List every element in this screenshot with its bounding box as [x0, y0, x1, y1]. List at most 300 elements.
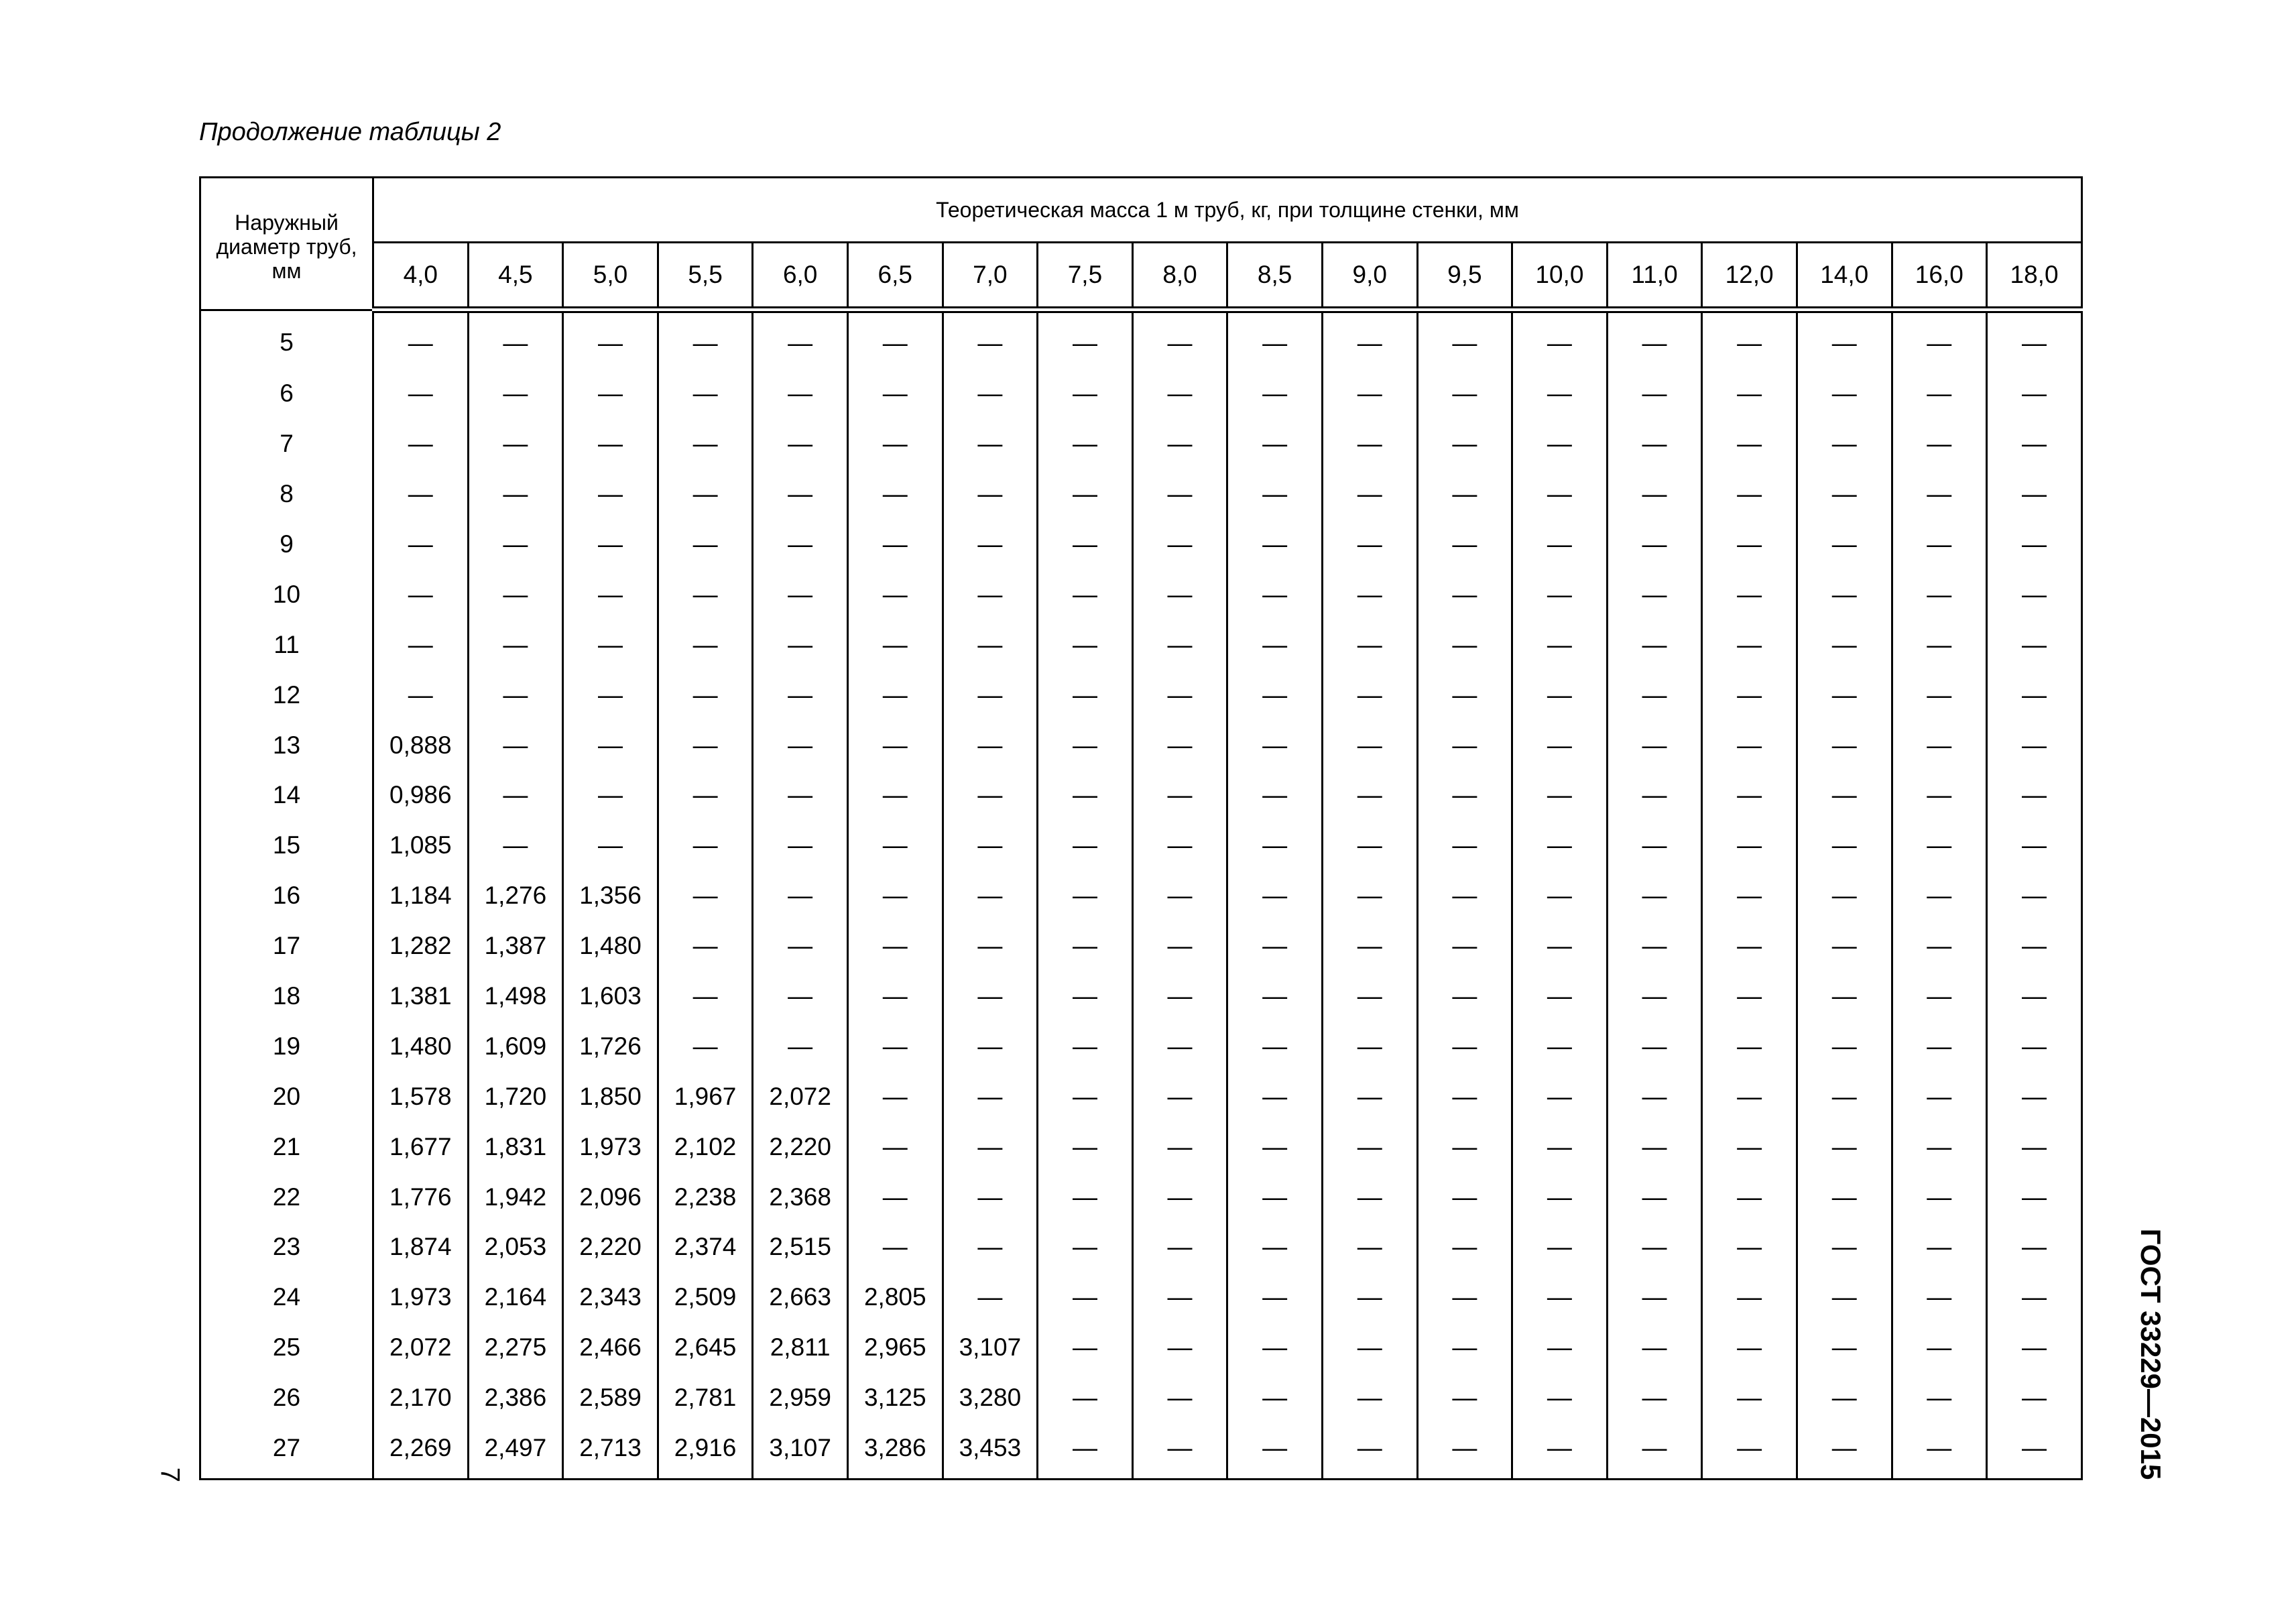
outer-diameter-cell: 11: [200, 619, 373, 670]
mass-cell: —: [1038, 520, 1133, 570]
mass-cell: —: [1227, 469, 1323, 520]
mass-cell: —: [1417, 569, 1512, 619]
pipe-mass-table: [199, 176, 2083, 1480]
mass-cell: —: [1132, 720, 1227, 770]
mass-cell: —: [1607, 921, 1702, 971]
mass-cell: —: [1797, 310, 1892, 369]
mass-cell: —: [943, 1172, 1038, 1222]
mass-cell: —: [943, 1222, 1038, 1272]
mass-cell: —: [1702, 520, 1797, 570]
mass-cell: —: [1038, 619, 1133, 670]
mass-cell: —: [943, 821, 1038, 871]
mass-cell: —: [1512, 569, 1608, 619]
table-row: [200, 619, 2082, 670]
mass-cell: —: [1607, 1172, 1702, 1222]
mass-cell: —: [468, 369, 563, 419]
mass-cell: —: [943, 1272, 1038, 1323]
mass-cell: —: [1987, 1021, 2082, 1071]
mass-cell: —: [1417, 1373, 1512, 1423]
outer-diameter-cell: 15: [200, 821, 373, 871]
mass-cell: —: [1512, 821, 1608, 871]
page-number: [153, 1458, 186, 1492]
wall-thickness-header: 14,0: [1797, 243, 1892, 310]
mass-cell: —: [847, 1122, 943, 1172]
mass-cell: —: [1797, 469, 1892, 520]
mass-cell: —: [1038, 569, 1133, 619]
mass-cell: —: [943, 1071, 1038, 1122]
mass-cell: —: [1892, 419, 1987, 469]
outer-diameter-cell: 10: [200, 569, 373, 619]
table-row: [200, 670, 2082, 720]
mass-cell: —: [373, 369, 469, 419]
mass-cell: —: [1512, 871, 1608, 921]
mass-cell: —: [1038, 971, 1133, 1022]
mass-cell: —: [1987, 310, 2082, 369]
mass-cell: —: [658, 821, 753, 871]
mass-cell: —: [753, 619, 848, 670]
mass-cell: —: [1702, 720, 1797, 770]
mass-cell: —: [1512, 1172, 1608, 1222]
mass-cell: —: [1322, 1172, 1417, 1222]
mass-cell: —: [1417, 770, 1512, 821]
mass-cell: —: [1512, 520, 1608, 570]
mass-cell: —: [753, 1021, 848, 1071]
mass-cell: —: [1417, 1272, 1512, 1323]
table-row: [200, 871, 2082, 921]
mass-cell: —: [1512, 619, 1608, 670]
mass-cell: —: [1892, 770, 1987, 821]
mass-cell: —: [468, 670, 563, 720]
mass-cell: —: [1892, 1373, 1987, 1423]
outer-diameter-cell: 18: [200, 971, 373, 1022]
mass-cell: —: [373, 520, 469, 570]
mass-cell: —: [1417, 821, 1512, 871]
mass-cell: —: [847, 520, 943, 570]
mass-cell: —: [563, 569, 658, 619]
mass-cell: —: [1038, 770, 1133, 821]
mass-cell: —: [1702, 1021, 1797, 1071]
mass-cell: —: [1512, 1122, 1608, 1172]
table-row: [200, 369, 2082, 419]
mass-cell: 2,096: [563, 1172, 658, 1222]
mass-cell: —: [658, 419, 753, 469]
mass-cell: —: [1322, 520, 1417, 570]
mass-cell: —: [1417, 871, 1512, 921]
standard-id-label: [2124, 1227, 2177, 1482]
mass-cell: —: [1987, 1122, 2082, 1172]
wall-thickness-header: 12,0: [1702, 243, 1797, 310]
mass-cell: —: [1797, 871, 1892, 921]
mass-cell: —: [563, 821, 658, 871]
outer-diameter-header: Наружный диаметр труб, мм: [200, 178, 373, 310]
mass-cell: 1,776: [373, 1172, 469, 1222]
table-row: [200, 469, 2082, 520]
mass-cell: —: [563, 670, 658, 720]
mass-cell: —: [1322, 770, 1417, 821]
mass-cell: —: [1322, 921, 1417, 971]
mass-cell: —: [1797, 1021, 1892, 1071]
mass-cell: —: [1987, 419, 2082, 469]
mass-cell: —: [1227, 1323, 1323, 1373]
mass-cell: —: [1132, 1071, 1227, 1122]
mass-cell: —: [1987, 1423, 2082, 1480]
mass-cell: —: [1797, 720, 1892, 770]
outer-diameter-cell: 17: [200, 921, 373, 971]
mass-cell: 1,850: [563, 1071, 658, 1122]
wall-thickness-header: 9,0: [1322, 243, 1417, 310]
mass-cell: —: [943, 770, 1038, 821]
mass-cell: —: [1892, 1172, 1987, 1222]
mass-header: Теоретическая масса 1 м труб, кг, при толщине стенки, мм: [373, 178, 2082, 243]
mass-cell: —: [753, 310, 848, 369]
mass-cell: —: [1987, 1373, 2082, 1423]
mass-cell: —: [847, 569, 943, 619]
mass-cell: —: [1797, 419, 1892, 469]
mass-cell: 1,381: [373, 971, 469, 1022]
outer-diameter-cell: 24: [200, 1272, 373, 1323]
mass-cell: —: [1038, 720, 1133, 770]
mass-cell: —: [1607, 1323, 1702, 1373]
mass-cell: —: [1702, 619, 1797, 670]
mass-cell: —: [1132, 1021, 1227, 1071]
mass-cell: —: [847, 1222, 943, 1272]
table-row: [200, 921, 2082, 971]
mass-cell: —: [1417, 1122, 1512, 1172]
mass-cell: 1,942: [468, 1172, 563, 1222]
mass-cell: —: [753, 971, 848, 1022]
mass-cell: —: [1702, 1373, 1797, 1423]
mass-cell: —: [468, 619, 563, 670]
mass-cell: —: [1797, 1323, 1892, 1373]
mass-cell: —: [658, 1021, 753, 1071]
mass-cell: —: [1227, 670, 1323, 720]
wall-thickness-header: 8,5: [1227, 243, 1323, 310]
mass-cell: —: [1038, 871, 1133, 921]
mass-cell: —: [468, 520, 563, 570]
outer-diameter-cell: 6: [200, 369, 373, 419]
outer-diameter-cell: 16: [200, 871, 373, 921]
mass-cell: —: [1797, 1222, 1892, 1272]
mass-cell: —: [1797, 821, 1892, 871]
mass-cell: 1,609: [468, 1021, 563, 1071]
mass-cell: —: [1987, 1272, 2082, 1323]
wall-thickness-header: 10,0: [1512, 243, 1608, 310]
mass-cell: —: [753, 419, 848, 469]
mass-cell: —: [1227, 1122, 1323, 1172]
mass-cell: 1,480: [563, 921, 658, 971]
outer-diameter-cell: 27: [200, 1423, 373, 1480]
mass-cell: —: [1607, 720, 1702, 770]
mass-cell: —: [943, 469, 1038, 520]
mass-cell: 1,603: [563, 971, 658, 1022]
mass-cell: 3,107: [753, 1423, 848, 1480]
mass-cell: —: [1797, 1172, 1892, 1222]
mass-cell: —: [847, 419, 943, 469]
wall-thickness-header: 7,0: [943, 243, 1038, 310]
mass-cell: 1,356: [563, 871, 658, 921]
mass-cell: —: [1512, 1373, 1608, 1423]
mass-cell: —: [1227, 520, 1323, 570]
mass-cell: —: [1987, 1323, 2082, 1373]
mass-cell: —: [1797, 619, 1892, 670]
mass-cell: —: [1702, 871, 1797, 921]
mass-cell: 2,663: [753, 1272, 848, 1323]
mass-cell: —: [1227, 871, 1323, 921]
page-number-text: 7: [155, 1467, 185, 1483]
mass-cell: 1,578: [373, 1071, 469, 1122]
mass-cell: —: [1987, 770, 2082, 821]
mass-cell: —: [1038, 1423, 1133, 1480]
mass-cell: —: [658, 369, 753, 419]
mass-cell: 2,072: [753, 1071, 848, 1122]
mass-cell: —: [1607, 310, 1702, 369]
mass-cell: 1,498: [468, 971, 563, 1022]
mass-cell: —: [1797, 569, 1892, 619]
mass-cell: —: [1892, 1272, 1987, 1323]
mass-cell: —: [1892, 670, 1987, 720]
mass-cell: —: [1607, 1071, 1702, 1122]
mass-cell: —: [1607, 419, 1702, 469]
mass-cell: —: [1512, 921, 1608, 971]
mass-cell: 3,107: [943, 1323, 1038, 1373]
mass-cell: —: [1797, 1373, 1892, 1423]
mass-cell: —: [1132, 1172, 1227, 1222]
table-row: [200, 1122, 2082, 1172]
mass-cell: —: [847, 619, 943, 670]
mass-cell: —: [1892, 1071, 1987, 1122]
mass-cell: 2,965: [847, 1323, 943, 1373]
mass-cell: —: [1038, 369, 1133, 419]
header-row-group: [200, 178, 2082, 243]
mass-cell: —: [1322, 469, 1417, 520]
table-row: [200, 1222, 2082, 1272]
mass-cell: —: [847, 821, 943, 871]
wall-thickness-header: 6,5: [847, 243, 943, 310]
mass-cell: —: [1132, 469, 1227, 520]
mass-cell: —: [1987, 520, 2082, 570]
mass-cell: —: [1702, 670, 1797, 720]
mass-cell: 2,164: [468, 1272, 563, 1323]
mass-cell: —: [1987, 720, 2082, 770]
table-row: [200, 1423, 2082, 1480]
mass-cell: —: [1512, 469, 1608, 520]
mass-cell: —: [1132, 369, 1227, 419]
mass-cell: —: [1227, 310, 1323, 369]
mass-cell: —: [1227, 419, 1323, 469]
table-row: [200, 1172, 2082, 1222]
mass-cell: —: [1038, 1021, 1133, 1071]
mass-cell: —: [1702, 770, 1797, 821]
mass-cell: —: [847, 720, 943, 770]
mass-cell: —: [1132, 921, 1227, 971]
mass-cell: 2,220: [753, 1122, 848, 1172]
mass-cell: —: [1227, 1272, 1323, 1323]
mass-cell: —: [1987, 921, 2082, 971]
mass-cell: —: [1132, 1222, 1227, 1272]
mass-cell: —: [1227, 770, 1323, 821]
mass-cell: 2,269: [373, 1423, 469, 1480]
mass-cell: —: [563, 770, 658, 821]
mass-cell: —: [1702, 921, 1797, 971]
mass-cell: —: [1227, 921, 1323, 971]
mass-cell: —: [1702, 971, 1797, 1022]
mass-cell: 1,184: [373, 871, 469, 921]
mass-cell: —: [1417, 619, 1512, 670]
mass-cell: 1,387: [468, 921, 563, 971]
mass-cell: —: [1702, 1423, 1797, 1480]
wall-thickness-header: 4,0: [373, 243, 469, 310]
mass-cell: 2,805: [847, 1272, 943, 1323]
mass-cell: —: [658, 871, 753, 921]
table-row: [200, 1071, 2082, 1122]
mass-cell: —: [1227, 1021, 1323, 1071]
mass-cell: —: [1417, 520, 1512, 570]
mass-cell: 0,888: [373, 720, 469, 770]
table-row: [200, 770, 2082, 821]
mass-cell: —: [1512, 670, 1608, 720]
mass-cell: —: [658, 469, 753, 520]
mass-cell: —: [1892, 1122, 1987, 1172]
mass-cell: —: [1607, 770, 1702, 821]
mass-cell: —: [1607, 1021, 1702, 1071]
mass-cell: —: [847, 310, 943, 369]
mass-cell: —: [1227, 1423, 1323, 1480]
mass-cell: —: [1512, 1021, 1608, 1071]
table-row: [200, 310, 2082, 369]
mass-cell: —: [563, 369, 658, 419]
mass-cell: —: [1227, 569, 1323, 619]
mass-cell: —: [1892, 1423, 1987, 1480]
mass-cell: —: [1417, 1423, 1512, 1480]
mass-cell: —: [1322, 720, 1417, 770]
table-row: [200, 520, 2082, 570]
mass-cell: —: [1512, 369, 1608, 419]
mass-cell: 3,280: [943, 1373, 1038, 1423]
mass-cell: —: [943, 921, 1038, 971]
mass-cell: —: [1038, 310, 1133, 369]
wall-thickness-header: 11,0: [1607, 243, 1702, 310]
mass-cell: —: [847, 770, 943, 821]
mass-cell: 2,466: [563, 1323, 658, 1373]
mass-cell: —: [1227, 720, 1323, 770]
mass-cell: —: [943, 419, 1038, 469]
mass-cell: —: [1702, 1071, 1797, 1122]
mass-cell: —: [1132, 569, 1227, 619]
mass-cell: 1,720: [468, 1071, 563, 1122]
mass-cell: 1,973: [373, 1272, 469, 1323]
mass-cell: 1,726: [563, 1021, 658, 1071]
mass-cell: —: [1607, 1423, 1702, 1480]
mass-cell: —: [1417, 1021, 1512, 1071]
mass-cell: —: [1607, 1272, 1702, 1323]
mass-cell: —: [1132, 1373, 1227, 1423]
mass-cell: —: [943, 619, 1038, 670]
mass-cell: —: [658, 921, 753, 971]
mass-cell: —: [1512, 1272, 1608, 1323]
table-body: [200, 310, 2082, 1480]
mass-cell: —: [943, 310, 1038, 369]
mass-cell: —: [1607, 670, 1702, 720]
mass-cell: —: [847, 469, 943, 520]
mass-cell: —: [1607, 469, 1702, 520]
mass-cell: —: [1132, 520, 1227, 570]
mass-cell: —: [1702, 310, 1797, 369]
mass-cell: —: [943, 720, 1038, 770]
mass-cell: —: [373, 469, 469, 520]
mass-cell: —: [1702, 569, 1797, 619]
mass-cell: —: [1417, 469, 1512, 520]
mass-cell: 2,368: [753, 1172, 848, 1222]
mass-cell: —: [1987, 670, 2082, 720]
mass-cell: —: [1417, 369, 1512, 419]
wall-thickness-header: 5,0: [563, 243, 658, 310]
outer-diameter-cell: 12: [200, 670, 373, 720]
mass-cell: —: [468, 720, 563, 770]
mass-cell: —: [1038, 469, 1133, 520]
mass-cell: —: [1987, 369, 2082, 419]
mass-cell: —: [1987, 1172, 2082, 1222]
mass-cell: —: [1512, 419, 1608, 469]
mass-cell: —: [1797, 670, 1892, 720]
mass-cell: —: [1987, 971, 2082, 1022]
mass-cell: —: [1038, 419, 1133, 469]
outer-diameter-cell: 14: [200, 770, 373, 821]
mass-cell: —: [1702, 1172, 1797, 1222]
mass-cell: —: [1322, 310, 1417, 369]
mass-cell: —: [943, 871, 1038, 921]
mass-cell: —: [373, 670, 469, 720]
mass-cell: —: [847, 670, 943, 720]
mass-cell: —: [1322, 1423, 1417, 1480]
mass-cell: —: [1797, 770, 1892, 821]
mass-cell: —: [468, 569, 563, 619]
mass-cell: —: [1892, 569, 1987, 619]
mass-cell: —: [847, 1071, 943, 1122]
mass-cell: —: [1607, 1222, 1702, 1272]
mass-cell: —: [1892, 971, 1987, 1022]
mass-cell: —: [1892, 720, 1987, 770]
mass-cell: —: [1227, 1222, 1323, 1272]
mass-cell: —: [1132, 1272, 1227, 1323]
mass-cell: —: [658, 720, 753, 770]
mass-cell: —: [1322, 821, 1417, 871]
mass-cell: 1,677: [373, 1122, 469, 1172]
mass-cell: 3,125: [847, 1373, 943, 1423]
mass-cell: 2,072: [373, 1323, 469, 1373]
mass-cell: —: [1417, 1172, 1512, 1222]
mass-cell: —: [1607, 569, 1702, 619]
mass-cell: 1,276: [468, 871, 563, 921]
mass-cell: —: [468, 821, 563, 871]
mass-cell: 0,986: [373, 770, 469, 821]
outer-diameter-cell: 21: [200, 1122, 373, 1172]
mass-cell: —: [753, 469, 848, 520]
mass-cell: —: [1607, 1122, 1702, 1172]
mass-cell: —: [1417, 921, 1512, 971]
mass-cell: —: [753, 871, 848, 921]
mass-cell: —: [943, 1122, 1038, 1172]
outer-diameter-cell: 20: [200, 1071, 373, 1122]
mass-cell: —: [1987, 871, 2082, 921]
mass-cell: —: [563, 469, 658, 520]
outer-diameter-cell: 25: [200, 1323, 373, 1373]
mass-cell: 2,053: [468, 1222, 563, 1272]
mass-cell: —: [1322, 1122, 1417, 1172]
mass-cell: —: [1797, 1272, 1892, 1323]
wall-thickness-header: 18,0: [1987, 243, 2082, 310]
mass-cell: —: [1227, 971, 1323, 1022]
mass-cell: —: [1322, 369, 1417, 419]
